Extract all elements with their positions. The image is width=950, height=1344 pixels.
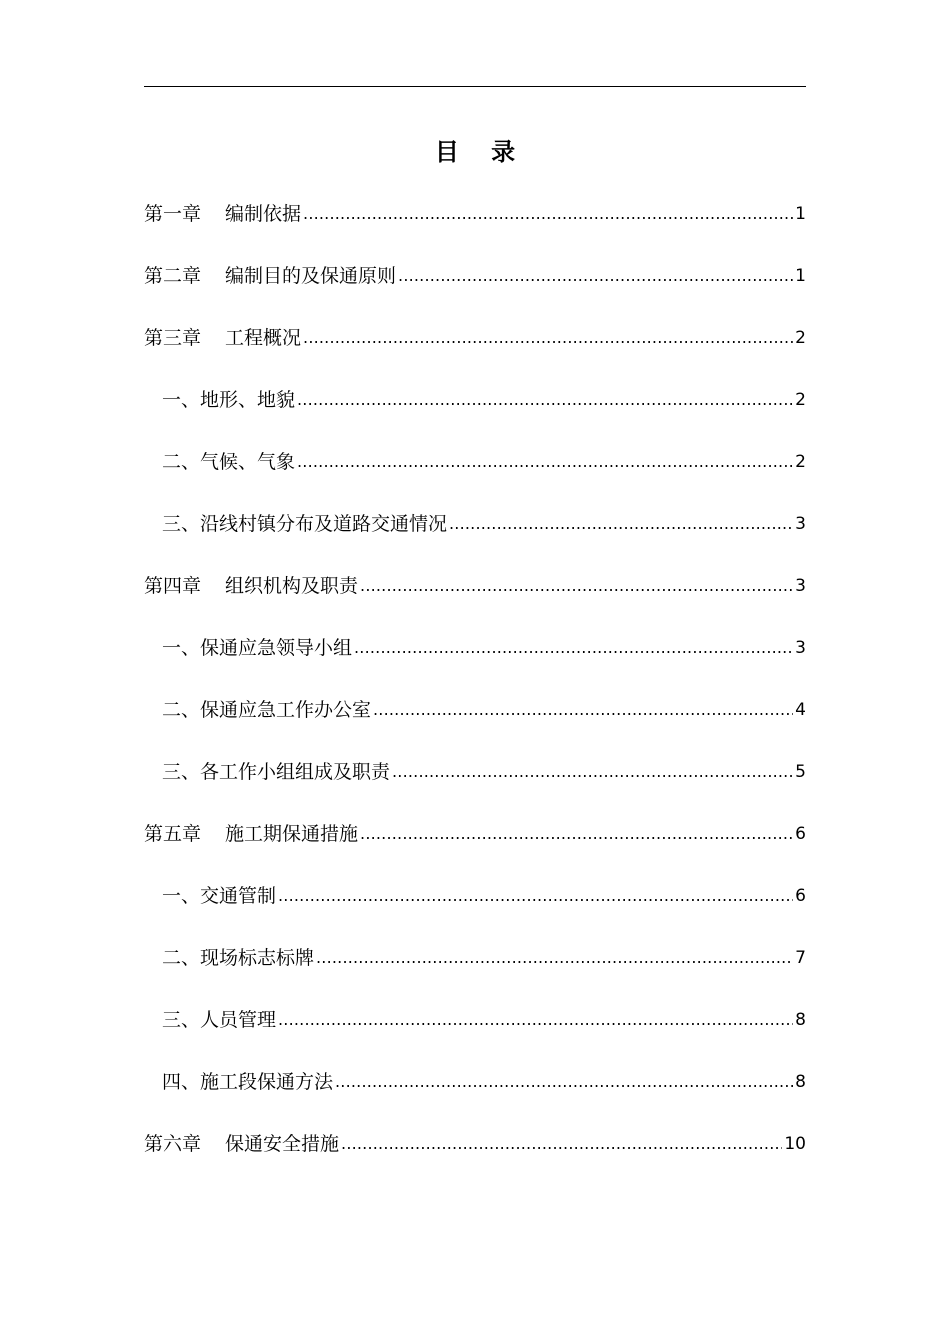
toc-chapter-label: 第二章: [144, 265, 202, 287]
dot-leader: [373, 694, 793, 726]
toc-entry-text: 三、人员管理: [162, 1009, 277, 1031]
dot-leader: [398, 260, 793, 292]
toc-entry[interactable]: [144, 1066, 806, 1128]
toc-entry[interactable]: [144, 1128, 806, 1190]
toc-entry-text: 工程概况: [225, 327, 302, 349]
dot-leader: [303, 198, 793, 230]
toc-page-number: 2: [795, 328, 806, 348]
toc-entry[interactable]: [144, 570, 806, 632]
dot-leader: [297, 446, 793, 478]
toc-entry[interactable]: [144, 446, 806, 508]
dot-leader: [316, 942, 793, 974]
toc-entry-text: 一、保通应急领导小组: [162, 637, 353, 659]
dot-leader: [297, 384, 793, 416]
dot-leader: [360, 570, 793, 602]
toc-chapter-label: 第六章: [144, 1133, 202, 1155]
toc-entry[interactable]: [144, 1004, 806, 1066]
header-rule: [144, 86, 806, 87]
toc-entry[interactable]: [144, 756, 806, 818]
toc-entry[interactable]: [144, 632, 806, 694]
toc-entry[interactable]: [144, 198, 806, 260]
toc-entry[interactable]: [144, 818, 806, 880]
toc-entry-text: 四、施工段保通方法: [162, 1071, 334, 1093]
toc-page-number: 7: [795, 948, 806, 968]
toc-page-number: 3: [795, 514, 806, 534]
toc-entry-text: 编制依据: [225, 203, 302, 225]
dot-leader: [354, 632, 793, 664]
toc-entry[interactable]: [144, 508, 806, 570]
toc-entry-text: 二、现场标志标牌: [162, 947, 315, 969]
dot-leader: [335, 1066, 793, 1098]
dot-leader: [392, 756, 793, 788]
toc-entry[interactable]: [144, 880, 806, 942]
toc-chapter-label: 第一章: [144, 203, 202, 225]
toc-title: 目 录: [434, 138, 528, 166]
toc-page-number: 1: [795, 266, 806, 286]
toc-page-number: 3: [795, 638, 806, 658]
toc-entry[interactable]: [144, 260, 806, 322]
toc-page-number: 8: [795, 1010, 806, 1030]
toc-entry-text: 一、交通管制: [162, 885, 277, 907]
toc-entry-text: 二、气候、气象: [162, 451, 296, 473]
toc-page-number: 5: [795, 762, 806, 782]
toc-entry-text: 一、地形、地貌: [162, 389, 296, 411]
toc-page-number: 2: [795, 452, 806, 472]
toc-chapter-label: 第三章: [144, 327, 202, 349]
toc-entry-text: 保通安全措施: [225, 1133, 340, 1155]
dot-leader: [360, 818, 793, 850]
toc-entry-text: 编制目的及保通原则: [225, 265, 397, 287]
dot-leader: [303, 322, 793, 354]
toc-entry-text: 三、各工作小组组成及职责: [162, 761, 391, 783]
toc-entry-text: 施工期保通措施: [225, 823, 359, 845]
toc-entry-text: 二、保通应急工作办公室: [162, 699, 372, 721]
toc-page-number: 3: [795, 576, 806, 596]
toc-page-number: 10: [784, 1134, 806, 1154]
toc-page-number: 1: [795, 204, 806, 224]
toc-page-number: 4: [795, 700, 806, 720]
toc-entry[interactable]: [144, 942, 806, 1004]
dot-leader: [341, 1128, 782, 1160]
toc-list: [144, 198, 806, 1190]
toc-entry-text: 组织机构及职责: [225, 575, 359, 597]
toc-entry-text: 三、沿线村镇分布及道路交通情况: [162, 513, 448, 535]
toc-page-number: 2: [795, 390, 806, 410]
dot-leader: [449, 508, 793, 540]
toc-chapter-label: 第五章: [144, 823, 202, 845]
toc-page-number: 6: [795, 886, 806, 906]
toc-entry[interactable]: [144, 384, 806, 446]
toc-chapter-label: 第四章: [144, 575, 202, 597]
dot-leader: [278, 880, 793, 912]
dot-leader: [278, 1004, 793, 1036]
toc-entry[interactable]: [144, 322, 806, 384]
toc-entry[interactable]: [144, 694, 806, 756]
toc-page-number: 6: [795, 824, 806, 844]
toc-page-number: 8: [795, 1072, 806, 1092]
